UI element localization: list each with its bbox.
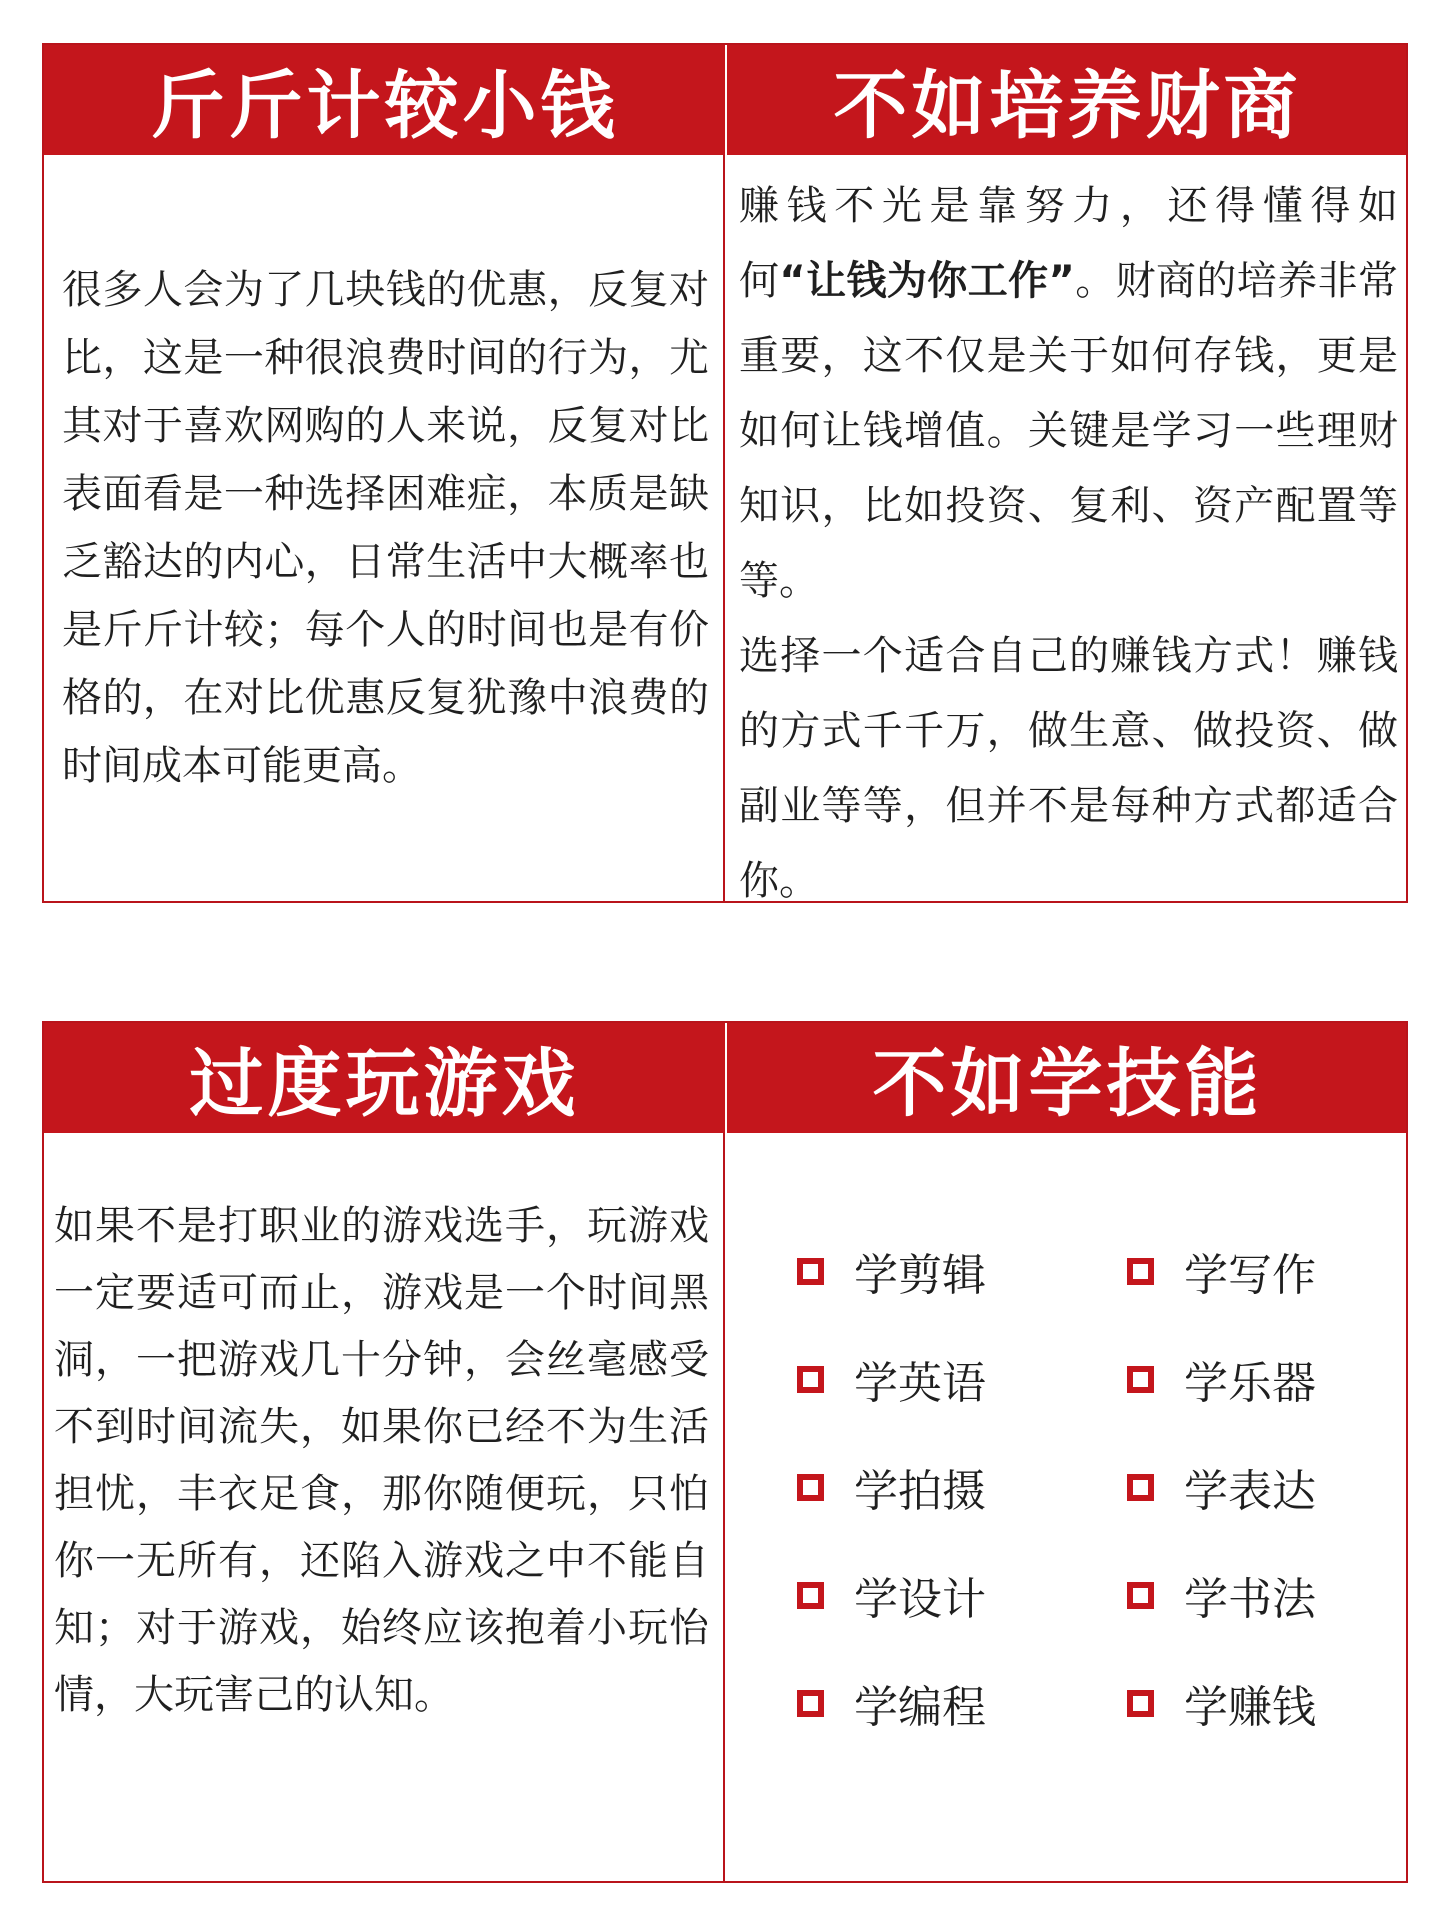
right-text-b: 。财商的培养非常重要，这不仅是关于如何存钱，更是如何让钱增值。关键是学习一些理财知识，比如投资、复利、资产配置等等。 bbox=[739, 258, 1399, 604]
skill-label: 学编程 bbox=[854, 1682, 986, 1733]
skill-item bbox=[1127, 1343, 1397, 1415]
emphasis-quote: “让钱为你工作” bbox=[779, 258, 1075, 304]
skill-label: 学设计 bbox=[854, 1574, 986, 1625]
skill-item bbox=[797, 1343, 1127, 1415]
checkbox-square-icon bbox=[1127, 1690, 1154, 1717]
panel-skills bbox=[42, 1021, 1408, 1883]
skill-item bbox=[1127, 1559, 1397, 1631]
checkbox-square-icon bbox=[797, 1582, 824, 1609]
right-paragraph-1 bbox=[739, 169, 1398, 619]
panel-body bbox=[44, 1133, 1406, 1881]
skill-label: 学拍摄 bbox=[854, 1466, 986, 1517]
left-paragraph: 很多人会为了几块钱的优惠，反复对比，这是一种很浪费时间的行为，尤其对于喜欢网购的人来说，反复对比表面看是一种选择困难症，本质是缺乏豁达的内心，日常生活中大概率也是斤斤计较；每个人的时间也是有价格的，在对比优惠反复犹豫中浪费的时间成本可能更高。 bbox=[62, 267, 709, 789]
skill-label: 学表达 bbox=[1184, 1466, 1316, 1517]
header-left-title: 过度玩游戏 bbox=[44, 1023, 727, 1133]
skill-label: 学乐器 bbox=[1184, 1358, 1316, 1409]
checkbox-square-icon bbox=[1127, 1582, 1154, 1609]
panel-header bbox=[44, 45, 1406, 155]
left-column bbox=[44, 155, 725, 901]
right-paragraph-2: 选择一个适合自己的赚钱方式！赚钱的方式千千万，做生意、做投资、做副业等等，但并不是每种方式都适合你。 bbox=[739, 633, 1398, 904]
checkbox-square-icon bbox=[797, 1366, 824, 1393]
header-right-title: 不如培养财商 bbox=[833, 63, 1302, 149]
skill-label: 学赚钱 bbox=[1184, 1682, 1316, 1733]
right-text-a: 赚钱不光是靠努力，还得懂得如何 bbox=[739, 183, 1398, 304]
skill-label: 学剪辑 bbox=[854, 1250, 986, 1301]
left-paragraph: 如果不是打职业的游戏选手，玩游戏一定要适可而止，游戏是一个时间黑洞，一把游戏几十分钟，会丝毫感受不到时间流失，如果你已经不为生活担忧，丰衣足食，那你随便玩，只怕你一无所有，还陷入游戏之中不能自知；对于游戏，始终应该抱着小玩怡情，大玩害己的认知。 bbox=[54, 1203, 709, 1718]
panel-header bbox=[44, 1023, 1406, 1133]
skill-label: 学写作 bbox=[1184, 1250, 1316, 1301]
checkbox-square-icon bbox=[797, 1258, 824, 1285]
checkbox-square-icon bbox=[797, 1690, 824, 1717]
left-column bbox=[44, 1133, 725, 1881]
skill-item bbox=[1127, 1451, 1397, 1523]
checkbox-square-icon bbox=[1127, 1366, 1154, 1393]
skill-label: 学英语 bbox=[854, 1358, 986, 1409]
header-left-title: 斤斤计较小钱 bbox=[44, 45, 727, 155]
skill-item bbox=[797, 1667, 1127, 1739]
panel-finance bbox=[42, 43, 1408, 903]
skill-item bbox=[1127, 1235, 1397, 1307]
skill-label: 学书法 bbox=[1184, 1574, 1316, 1625]
skill-item bbox=[797, 1451, 1127, 1523]
checkbox-square-icon bbox=[1127, 1474, 1154, 1501]
skill-item bbox=[1127, 1667, 1397, 1739]
checkbox-square-icon bbox=[1127, 1258, 1154, 1285]
panel-body bbox=[44, 155, 1406, 904]
skills-grid bbox=[797, 1235, 1397, 1739]
checkbox-square-icon bbox=[797, 1474, 824, 1501]
header-right-title: 不如学技能 bbox=[872, 1041, 1263, 1127]
skill-item bbox=[797, 1235, 1127, 1307]
skill-item bbox=[797, 1559, 1127, 1631]
right-column bbox=[725, 155, 1406, 904]
right-column bbox=[725, 1133, 1406, 1881]
